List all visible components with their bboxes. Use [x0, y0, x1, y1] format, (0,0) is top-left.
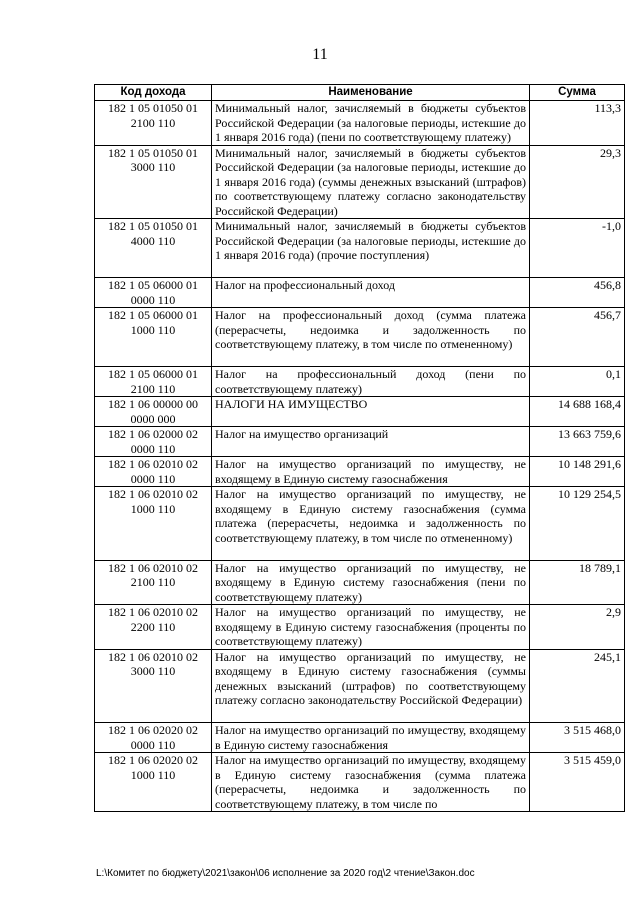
table-row [95, 649, 625, 723]
table-row [95, 145, 625, 219]
table-row [95, 457, 625, 487]
amount-cell: -1,0 [530, 219, 625, 278]
amount-cell: 245,1 [530, 649, 625, 723]
name-cell: Налог на имущество организаций по имуществу, не входящему в Единую систему газоснабжения (суммы денежных взысканий (штрафов) по соответствующему платежу согласно законодательству Российской Федерации) [212, 649, 530, 723]
amount-cell: 10 148 291,6 [530, 457, 625, 487]
footer-file-path: L:\Комитет по бюджету\2021\закон\06 исполнение за 2020 год\2 чтение\Закон.doc [96, 868, 475, 879]
amount-cell: 113,3 [530, 101, 625, 146]
amount-cell: 14 688 168,4 [530, 397, 625, 427]
income-code-cell: 182 1 06 02010 02 1000 110 [95, 487, 212, 561]
header-name: Наименование [212, 85, 530, 101]
income-code-cell: 182 1 05 01050 01 4000 110 [95, 219, 212, 278]
name-cell: Налог на профессиональный доход [212, 278, 530, 308]
name-cell: Налог на имущество организаций по имуществу, не входящему в Единую систему газоснабжения (проценты по соответствующему платежу) [212, 605, 530, 650]
table-row [95, 605, 625, 650]
page-number: 11 [312, 46, 328, 63]
income-code-cell: 182 1 06 02000 02 0000 110 [95, 427, 212, 457]
header-sum: Сумма [530, 85, 625, 101]
name-cell: Налог на имущество организаций по имуществу, не входящему в Единую систему газоснабжения [212, 457, 530, 487]
table-row [95, 278, 625, 308]
name-cell: Налог на имущество организаций по имуществу, входящему в Единую систему газоснабжения [212, 723, 530, 753]
table-row [95, 101, 625, 146]
table-row [95, 723, 625, 753]
income-code-cell: 182 1 05 06000 01 2100 110 [95, 367, 212, 397]
income-code-cell: 182 1 05 01050 01 2100 110 [95, 101, 212, 146]
name-cell: НАЛОГИ НА ИМУЩЕСТВО [212, 397, 530, 427]
name-cell: Налог на имущество организаций по имуществу, входящему в Единую систему газоснабжения (сумма платежа (перерасчеты, недоимка и задолженность по соответствующему платежу, в том числе по [212, 753, 530, 812]
amount-cell: 10 129 254,5 [530, 487, 625, 561]
amount-cell: 29,3 [530, 145, 625, 219]
table-row [95, 427, 625, 457]
name-cell: Минимальный налог, зачисляемый в бюджеты субъектов Российской Федерации (за налоговые периоды, истекшие до 1 января 2016 года) (прочие поступления) [212, 219, 530, 278]
income-code-cell: 182 1 05 06000 01 1000 110 [95, 308, 212, 367]
table-row [95, 753, 625, 812]
income-code-cell: 182 1 06 02010 02 2200 110 [95, 605, 212, 650]
income-code-cell: 182 1 06 02020 02 1000 110 [95, 753, 212, 812]
name-cell: Минимальный налог, зачисляемый в бюджеты субъектов Российской Федерации (за налоговые периоды, истекшие до 1 января 2016 года) (суммы денежных взысканий (штрафов) по соответствующему платежу согласно законодательству Российской Федерации) [212, 145, 530, 219]
name-cell: Налог на имущество организаций по имуществу, не входящему в Единую систему газоснабжения (сумма платежа (перерасчеты, недоимка и задолженность по соответствующему платежу, в том числе по отмененному) [212, 487, 530, 561]
table-body [95, 101, 625, 812]
amount-cell: 18 789,1 [530, 560, 625, 605]
name-cell: Налог на имущество организаций [212, 427, 530, 457]
table-row [95, 367, 625, 397]
table-row [95, 308, 625, 367]
table-header-row [95, 85, 625, 101]
revenue-table [94, 84, 625, 812]
name-cell: Минимальный налог, зачисляемый в бюджеты субъектов Российской Федерации (за налоговые периоды, истекшие до 1 января 2016 года) (пени по соответствующему платежу) [212, 101, 530, 146]
amount-cell: 2,9 [530, 605, 625, 650]
table-row [95, 560, 625, 605]
income-code-cell: 182 1 06 00000 00 0000 000 [95, 397, 212, 427]
income-code-cell: 182 1 06 02010 02 0000 110 [95, 457, 212, 487]
income-code-cell: 182 1 06 02010 02 3000 110 [95, 649, 212, 723]
income-code-cell: 182 1 06 02020 02 0000 110 [95, 723, 212, 753]
name-cell: Налог на профессиональный доход (пени по соответствующему платежу) [212, 367, 530, 397]
header-code: Код дохода [95, 85, 212, 101]
amount-cell: 3 515 468,0 [530, 723, 625, 753]
table-row [95, 397, 625, 427]
income-code-cell: 182 1 05 06000 01 0000 110 [95, 278, 212, 308]
table-row [95, 487, 625, 561]
name-cell: Налог на профессиональный доход (сумма платежа (перерасчеты, недоимка и задолженность по соответствующему платежу, в том числе по отмененному) [212, 308, 530, 367]
name-cell: Налог на имущество организаций по имуществу, не входящему в Единую систему газоснабжения (пени по соответствующему платежу) [212, 560, 530, 605]
amount-cell: 456,7 [530, 308, 625, 367]
amount-cell: 13 663 759,6 [530, 427, 625, 457]
table-row [95, 219, 625, 278]
income-code-cell: 182 1 06 02010 02 2100 110 [95, 560, 212, 605]
amount-cell: 3 515 459,0 [530, 753, 625, 812]
amount-cell: 0,1 [530, 367, 625, 397]
amount-cell: 456,8 [530, 278, 625, 308]
income-code-cell: 182 1 05 01050 01 3000 110 [95, 145, 212, 219]
